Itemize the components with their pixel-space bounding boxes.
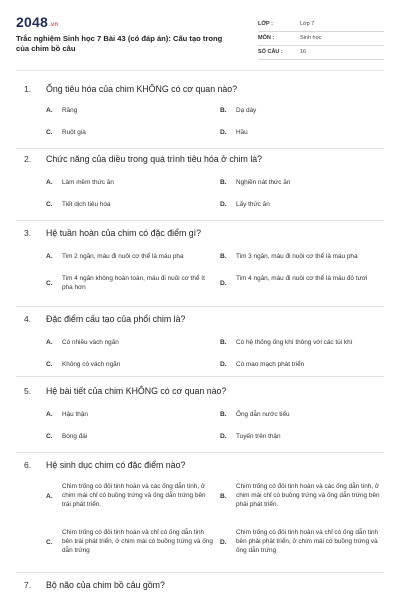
- option-a[interactable]: [46, 482, 214, 512]
- divider: [16, 148, 384, 149]
- divider: [16, 572, 384, 573]
- option-text: Chim trống có đôi tinh hoàn và chỉ có ống dẫn tinh bên phải phát triển, ở chim mái có buồng trứng và ống dẫn trứng: [236, 529, 379, 554]
- option-text: Tim 2 ngăn, máu đi nuôi cơ thể là máu pha: [62, 253, 184, 260]
- option-text: Răng: [62, 107, 78, 114]
- option-text: Hầu: [236, 129, 248, 136]
- meta-value: Sinh học: [300, 35, 322, 41]
- option-letter: D.: [220, 129, 227, 136]
- option-letter: C.: [46, 361, 53, 368]
- option-c[interactable]: [46, 274, 214, 296]
- question-number: 1.: [24, 84, 32, 94]
- option-letter: D.: [220, 201, 227, 208]
- option-text: Có mao mạch phát triển: [236, 361, 305, 368]
- option-letter: D.: [220, 539, 227, 546]
- option-text: Có nhiều vách ngăn: [62, 339, 119, 346]
- question-text: Hệ bài tiết của chim KHÔNG có cơ quan nào?: [46, 386, 227, 396]
- divider: [16, 376, 384, 377]
- option-text: Chim trống có đôi tinh hoàn và các ống dẫn tinh, ở chim mái chỉ có buồng trứng và ống dẫn trứng bên phải phát triển.: [236, 483, 380, 508]
- option-d[interactable]: [220, 528, 380, 558]
- option-text: Lấy thức ăn: [236, 201, 270, 208]
- meta-row-subject: [258, 32, 384, 46]
- option-letter: A.: [46, 411, 53, 418]
- divider: [16, 220, 384, 221]
- option-letter: B.: [220, 339, 227, 346]
- option-letter: C.: [46, 280, 53, 287]
- meta-row-class: [258, 18, 384, 32]
- question-text: Ống tiêu hóa của chim KHÔNG có cơ quan nào?: [46, 84, 238, 94]
- question-number: 2.: [24, 154, 32, 164]
- question-number: 6.: [24, 460, 32, 470]
- option-text: Có hệ thống ống khí thông với các túi khí: [236, 339, 353, 346]
- option-text: Tim 4 ngăn không hoàn toàn, máu đi nuôi cơ thể ít pha hơn: [62, 275, 205, 291]
- option-text: Tiết dịch tiêu hóa: [62, 201, 111, 208]
- option-letter: A.: [46, 493, 53, 500]
- logo-suffix: .vn: [48, 22, 59, 28]
- option-letter: B.: [220, 179, 227, 186]
- question-7: [16, 580, 384, 596]
- quiz-page: [8, 0, 392, 600]
- option-letter: A.: [46, 339, 53, 346]
- question-number: 5.: [24, 386, 32, 396]
- divider: [16, 452, 384, 453]
- option-letter: B.: [220, 253, 227, 260]
- question-text: Chức năng của diều trong quá trình tiêu hóa ở chim là?: [46, 154, 263, 164]
- option-text: Hậu thận: [62, 411, 88, 418]
- option-text: Bóng đái: [62, 433, 88, 440]
- document-title: Trắc nghiệm Sinh học 7 Bài 43 (có đáp án): Cấu tạo trong của chim bồ câu: [16, 34, 223, 53]
- question-number: 7.: [24, 580, 32, 590]
- option-text: Nghiền nát thức ăn: [236, 179, 291, 186]
- logo-main: 2048: [16, 14, 48, 30]
- question-1: [16, 84, 384, 144]
- option-d[interactable]: [220, 274, 380, 296]
- header: [16, 14, 384, 64]
- meta-row-count: [258, 46, 384, 60]
- option-letter: D.: [220, 433, 227, 440]
- question-number: 3.: [24, 228, 32, 238]
- option-text: Dạ dày: [236, 107, 257, 114]
- option-c[interactable]: [46, 528, 214, 558]
- question-text: Hệ sinh dục chim có đặc điểm nào?: [46, 460, 186, 470]
- meta-key: SỐ CÂU :: [258, 49, 283, 55]
- meta-key: MÔN :: [258, 35, 275, 41]
- option-letter: D.: [220, 280, 227, 287]
- option-letter: A.: [46, 253, 53, 260]
- option-text: Làm mềm thức ăn: [62, 179, 114, 186]
- question-6: [16, 460, 384, 570]
- option-letter: B.: [220, 493, 227, 500]
- option-text: Tim 3 ngăn, máu đi nuôi cơ thể là máu pha: [236, 253, 358, 260]
- option-text: Ruột già: [62, 129, 86, 136]
- question-4: [16, 314, 384, 374]
- question-text: Hệ tuần hoàn của chim có đặc điểm gì?: [46, 228, 202, 238]
- question-number: 4.: [24, 314, 32, 324]
- option-letter: C.: [46, 433, 53, 440]
- meta-panel: [258, 18, 384, 60]
- question-2: [16, 154, 384, 214]
- option-text: Tim 4 ngăn, máu đi nuôi cơ thể là máu đỏ tươi: [236, 275, 368, 282]
- meta-key: LỚP :: [258, 21, 273, 27]
- option-text: Ống dẫn nước tiểu: [236, 411, 290, 418]
- meta-value: 16: [300, 49, 307, 55]
- option-letter: C.: [46, 129, 53, 136]
- option-letter: B.: [220, 107, 227, 114]
- option-letter: C.: [46, 201, 53, 208]
- option-text: Không có vách ngăn: [62, 361, 121, 368]
- question-3: [16, 228, 384, 304]
- option-letter: C.: [46, 539, 53, 546]
- meta-value: Lớp 7: [300, 21, 315, 27]
- option-letter: A.: [46, 107, 53, 114]
- option-text: Chim trống có đôi tinh hoàn và chỉ có ống dẫn tinh bên trái phát triển, ở chim mái có buồng trứng và ống dẫn trứng: [62, 529, 213, 554]
- question-text: Bộ não của chim bồ câu gồm?: [46, 580, 165, 590]
- site-logo[interactable]: [16, 14, 58, 30]
- divider: [16, 70, 384, 71]
- option-letter: B.: [220, 411, 227, 418]
- divider: [16, 306, 384, 307]
- question-5: [16, 386, 384, 446]
- question-text: Đặc điểm cấu tạo của phổi chim là?: [46, 314, 186, 324]
- option-text: Chim trống có đôi tinh hoàn và các ống dẫn tinh, ở chim mái chỉ có buồng trứng và ống dẫn trứng bên trái phát triển.: [62, 483, 206, 508]
- option-letter: A.: [46, 179, 53, 186]
- option-b[interactable]: [220, 482, 380, 512]
- option-text: Tuyến trên thận: [236, 433, 281, 440]
- option-letter: D.: [220, 361, 227, 368]
